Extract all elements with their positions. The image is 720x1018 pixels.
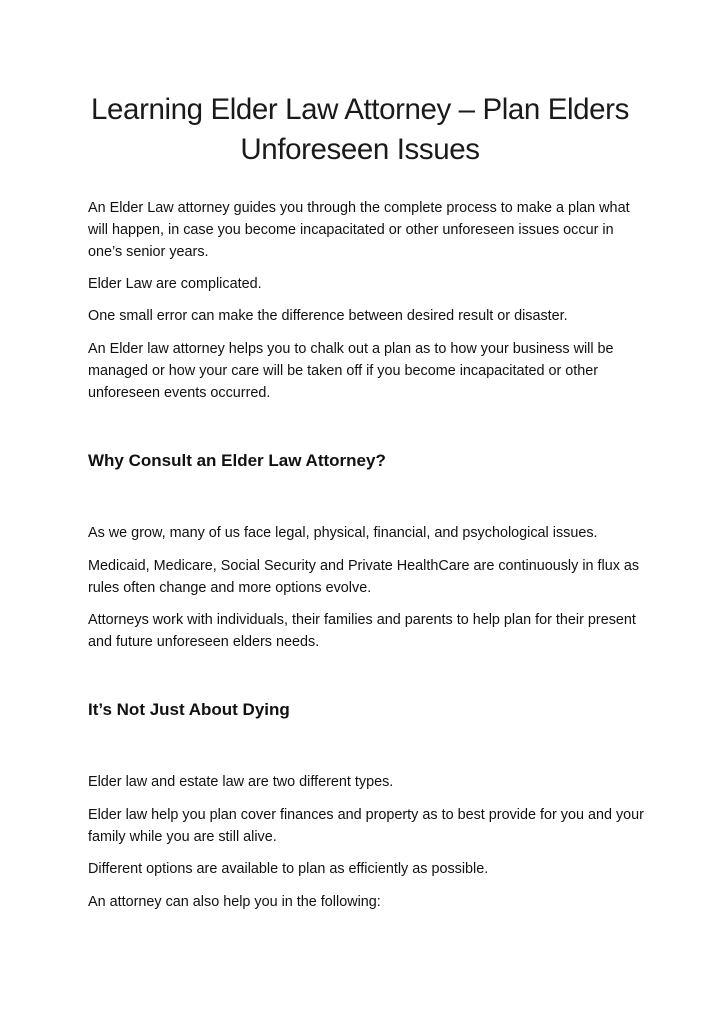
intro-paragraph-2: Elder Law are complicated.	[88, 276, 262, 292]
section2-paragraph-4: An attorney can also help you in the following:	[88, 894, 381, 910]
intro-paragraph-1: An Elder Law attorney guides you through the complete process to make a plan what will happen, in case you become incapacitated or other unforeseen issues occur in one’s senior years.	[88, 200, 630, 260]
section1-paragraph-2: Medicaid, Medicare, Social Security and Private HealthCare are continuously in flux as rules often change and more options evolve.	[88, 558, 640, 596]
section2-paragraph-3: Different options are available to plan as efficiently as possible.	[88, 861, 489, 877]
section1-paragraph-1: As we grow, many of us face legal, physical, financial, and psychological issues.	[88, 525, 598, 541]
document-title: Learning Elder Law Attorney – Plan Elders Unforeseen Issues	[91, 93, 629, 166]
intro-paragraph-4: An Elder law attorney helps you to chalk out a plan as to how your business will be managed or how your care will be taken off if you become incapacitated or other unforeseen events occurred.	[88, 341, 614, 401]
intro-paragraph-3: One small error can make the difference between desired result or disaster.	[88, 308, 568, 324]
section1-paragraph-3: Attorneys work with individuals, their families and parents to help plan for their present and future unforeseen elders needs.	[88, 612, 636, 650]
section2-paragraph-2: Elder law help you plan cover finances and property as to best provide for you and your family while you are still alive.	[88, 807, 644, 845]
section-heading-why-consult: Why Consult an Elder Law Attorney?	[88, 451, 386, 470]
section-heading-not-just-dying: It’s Not Just About Dying	[88, 700, 290, 719]
section2-paragraph-1: Elder law and estate law are two different types.	[88, 774, 394, 790]
